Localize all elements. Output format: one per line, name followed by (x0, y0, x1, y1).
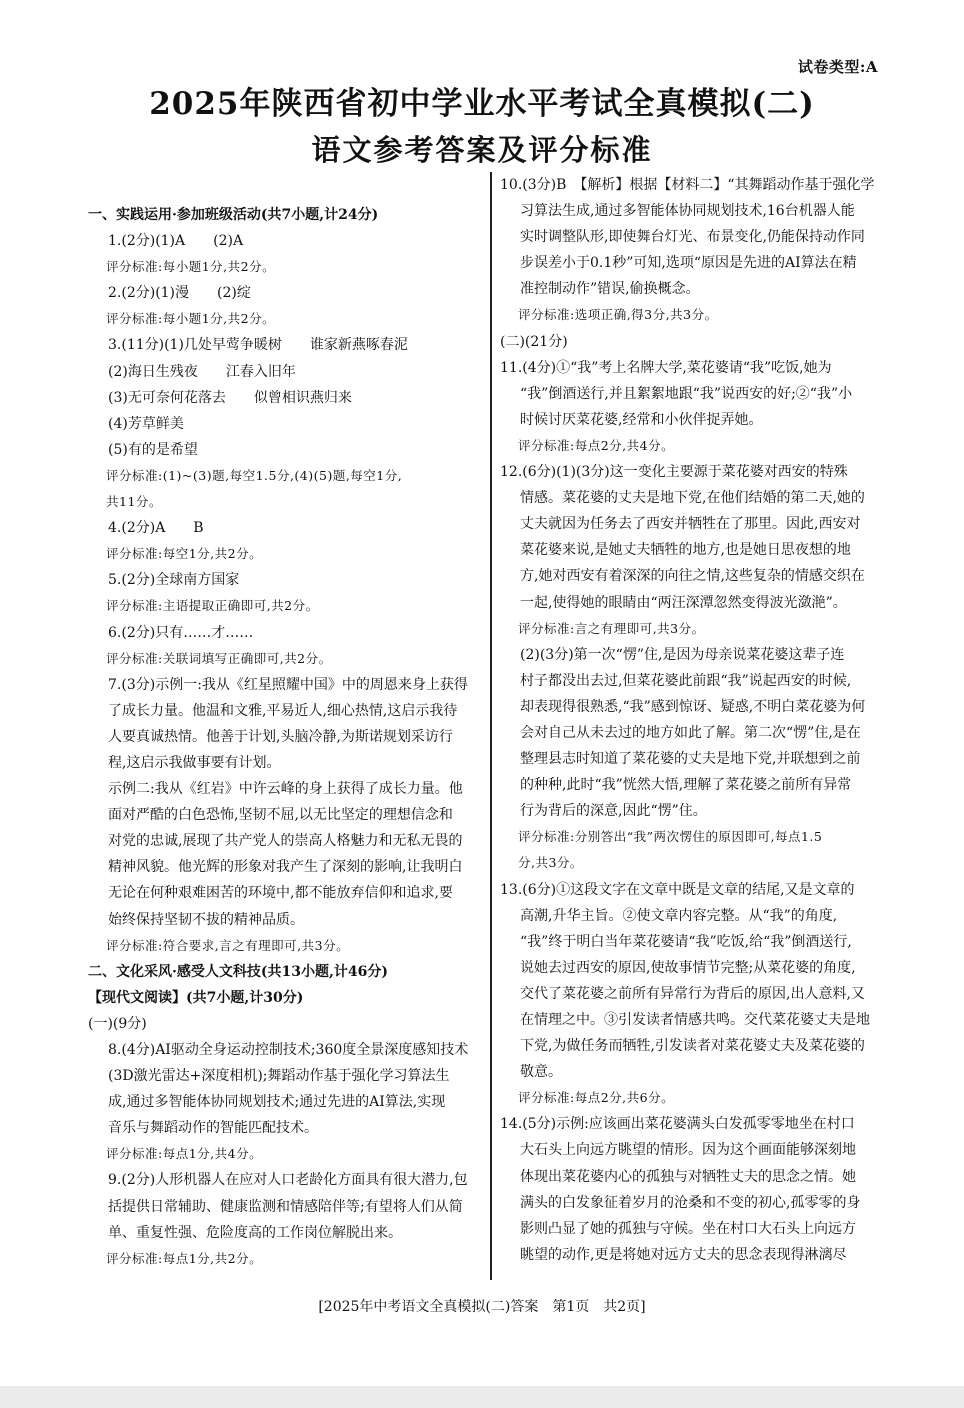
column-divider (490, 172, 492, 1280)
answer-line: 体现出菜花婆内心的孤独与对牺牲丈夫的思念之情。她 (520, 1168, 856, 1185)
answer-line: 实时调整队形,即使舞台灯光、布景变化,仍能保持动作同 (520, 229, 865, 246)
scoring-note: 评分标准:主语提取正确即可,共2分。 (106, 598, 319, 614)
answer-line: 会对自己从未去过的地方如此了解。第二次“愣”住,是在 (520, 724, 861, 741)
answer-line: “我”终于明白当年菜花婆请“我”吃饭,给“我”倒酒送行, (520, 933, 852, 950)
scoring-note: 评分标准:每空1分,共2分。 (106, 546, 263, 562)
answer-line: 菜花婆来说,是她丈夫牺牲的地方,也是她日思夜想的地 (520, 542, 851, 559)
scoring-note: 评分标准:(1)~(3)题,每空1.5分,(4)(5)题,每空1分, (106, 467, 403, 483)
answer-line: 高潮,升华主旨。②使文章内容完整。从“我”的角度, (520, 907, 838, 924)
answer-line: 习算法生成,通过多智能体协同规划技术,16台机器人能 (520, 203, 855, 220)
answer-line: 13.(6分)①这段文字在文章中既是文章的结尾,又是文章的 (500, 881, 855, 898)
scoring-note: 评分标准:选项正确,得3分,共3分。 (518, 307, 718, 323)
answer-line: 示例二:我从《红岩》中许云峰的身上获得了成长力量。他 (108, 781, 463, 798)
answer-line: 交代了菜花婆之前所有异常行为背后的原因,出人意料,又 (520, 985, 865, 1002)
answer-line: (3)无可奈何花落去 似曾相识燕归来 (108, 389, 352, 406)
answer-line: 丈夫就因为任务去了西安并牺牲在了那里。因此,西安对 (520, 516, 861, 533)
answer-line: 却表现得很熟悉,“我”感到惊讶、疑惑,不明白菜花婆为何 (520, 698, 866, 715)
answer-line: 对党的忠诚,展现了共产党人的崇高人格魅力和无私无畏的 (108, 833, 463, 850)
scoring-note: 评分标准:关联词填写正确即可,共2分。 (106, 650, 332, 666)
scoring-note: 共11分。 (106, 494, 162, 510)
scoring-note: 评分标准:每点1分,共2分。 (106, 1250, 263, 1266)
answer-line: (一)(9分) (88, 1015, 147, 1032)
answer-line: 11.(4分)①“我”考上名牌大学,菜花婆请“我”吃饭,她为 (500, 359, 832, 376)
answer-line: (4)芳草鲜美 (108, 415, 184, 432)
section-heading: 一、实践运用·参加班级活动(共7小题,计24分) (88, 207, 379, 223)
scoring-note: 评分标准:每小题1分,共2分。 (106, 311, 276, 327)
answer-line: 10.(3分)B 【解析】根据【材料二】“其舞蹈动作基于强化学 (500, 177, 875, 193)
scoring-note: 评分标准:分别答出“我”两次愣住的原因即可,每点1.5 (518, 829, 823, 845)
answer-line: 影则凸显了她的孤独与守候。坐在村口大石头上向远方 (520, 1220, 856, 1237)
answer-line: 5.(2分)全球南方国家 (108, 572, 240, 589)
answer-line: 大石头上向远方眺望的情形。因为这个画面能够深刻地 (520, 1142, 856, 1159)
page-footer: [2025年中考语文全真模拟(二)答案 第1页 共2页] (318, 1299, 646, 1315)
answer-line: 7.(3分)示例一:我从《红星照耀中国》中的周恩来身上获得 (108, 676, 468, 693)
answer-line: “我”倒酒送行,并且絮絮地跟“我”说西安的好;②“我”小 (520, 385, 853, 402)
scoring-note: 评分标准:每点1分,共4分。 (106, 1146, 263, 1162)
document-subtitle: 语文参考答案及评分标准 (311, 133, 653, 167)
answer-line: 在情理之中。③引发读者情感共鸣。交代菜花婆丈夫是地 (520, 1012, 870, 1028)
answer-line: 村子都没出去过,但菜花婆此前跟“我”说起西安的时候, (520, 672, 852, 689)
paper-type-label: 试卷类型:A (797, 58, 878, 76)
answer-line: (3D激光雷达+深度相机);舞蹈动作基于强化学习算法生 (108, 1068, 450, 1085)
answer-line: 无论在何种艰难困苦的环境中,都不能放弃信仰和追求,要 (108, 885, 453, 902)
scoring-note: 评分标准:每小题1分,共2分。 (106, 259, 276, 275)
answer-line: 敬意。 (520, 1064, 562, 1081)
answer-line: 的种种,此时“我”恍然大悟,理解了菜花婆之前所有异常 (520, 777, 852, 794)
answer-line: 2.(2分)(1)漫 (2)绽 (108, 285, 251, 302)
answer-line: 说她去过西安的原因,使故事情节完整;从菜花婆的角度, (520, 959, 856, 976)
answer-line: 方,她对西安有着深深的向往之情,这些复杂的情感交织在 (520, 568, 865, 585)
document-title: 2025年陕西省初中学业水平考试全真模拟(二) (149, 86, 815, 122)
left-column (88, 202, 484, 1272)
section-heading: 【现代文阅读】(共7小题,计30分) (88, 989, 304, 1006)
answer-line: 14.(5分)示例:应该画出菜花婆满头白发孤零零地坐在村口 (500, 1116, 855, 1133)
answer-line: 行为背后的深意,因此“愣”住。 (520, 803, 707, 820)
answer-line: 4.(2分)A B (108, 520, 204, 537)
bottom-band (0, 1386, 964, 1408)
answer-line: 9.(2分)人形机器人在应对人口老龄化方面具有很大潜力,包 (108, 1172, 468, 1189)
scoring-note: 评分标准:每点2分,共6分。 (518, 1090, 675, 1106)
answer-line: 准控制动作”错误,偷换概念。 (520, 281, 700, 298)
answer-line: 人要真诚热情。他善于计划,头脑冷静,为斯诺规划采访行 (108, 728, 453, 745)
answer-line: 单、重复性强、危险度高的工作岗位解脱出来。 (108, 1224, 402, 1241)
answer-line: (二)(21分) (500, 333, 568, 350)
answer-line: 8.(4分)AI驱动全身运动控制技术;360度全景深度感知技术 (108, 1042, 469, 1058)
answer-line: (2)海日生残夜 江春入旧年 (108, 363, 296, 380)
answer-line: 面对严酷的白色恐怖,坚韧不屈,以无比坚定的理想信念和 (108, 807, 453, 824)
right-column (500, 172, 884, 1268)
answer-line: (2)(3分)第一次“愣”住,是因为母亲说菜花婆这辈子连 (520, 646, 845, 663)
answer-line: 程,这启示我做事要有计划。 (108, 754, 281, 771)
answer-line: 下党,为做任务而牺牲,引发读者对菜花婆丈夫及菜花婆的 (520, 1038, 865, 1055)
answer-line: 了成长力量。他温和文雅,平易近人,细心热情,这启示我待 (108, 702, 458, 719)
answer-line: 音乐与舞蹈动作的智能匹配技术。 (108, 1120, 318, 1137)
answer-line: 括提供日常辅助、健康监测和情感陪伴等;有望将人们从简 (108, 1198, 463, 1215)
answer-line: (5)有的是希望 (108, 441, 198, 458)
scoring-note: 评分标准:言之有理即可,共3分。 (518, 620, 705, 636)
scoring-note: 评分标准:符合要求,言之有理即可,共3分。 (106, 937, 350, 953)
answer-line: 精神风貌。他光辉的形象对我产生了深刻的影响,让我明白 (108, 859, 463, 876)
answer-line: 一起,使得她的眼睛由“两汪深潭忽然变得波光潋滟”。 (520, 594, 847, 611)
answer-line: 始终保持坚韧不拔的精神品质。 (108, 911, 304, 928)
answer-line: 1.(2分)(1)A (2)A (108, 233, 244, 250)
answer-line: 眺望的动作,更是将她对远方丈夫的思念表现得淋漓尽 (520, 1246, 847, 1263)
answer-line: 时候讨厌菜花婆,经常和小伙伴捉弄她。 (520, 411, 763, 428)
answer-line: 情感。菜花婆的丈夫是地下党,在他们结婚的第二天,她的 (520, 490, 865, 507)
answer-line: 整理县志时知道了菜花婆的丈夫是地下党,并联想到之前 (520, 751, 861, 768)
answer-line: 满头的白发象征着岁月的沧桑和不变的初心,孤零零的身 (520, 1194, 861, 1211)
answer-line: 步误差小于0.1秒”可知,选项“原因是先进的AI算法在精 (520, 255, 857, 272)
answer-line: 12.(6分)(1)(3分)这一变化主要源于菜花婆对西安的特殊 (500, 464, 848, 481)
answer-line: 6.(2分)只有……才…… (108, 624, 254, 641)
scoring-note: 评分标准:每点2分,共4分。 (518, 437, 675, 453)
scoring-note: 分,共3分。 (518, 855, 583, 871)
answer-line: 成,通过多智能体协同规划技术;通过先进的AI算法,实现 (108, 1094, 446, 1111)
answer-line: 3.(11分)(1)几处早莺争暖树 谁家新燕啄春泥 (108, 337, 408, 354)
section-heading: 二、文化采风·感受人文科技(共13小题,计46分) (88, 963, 388, 980)
